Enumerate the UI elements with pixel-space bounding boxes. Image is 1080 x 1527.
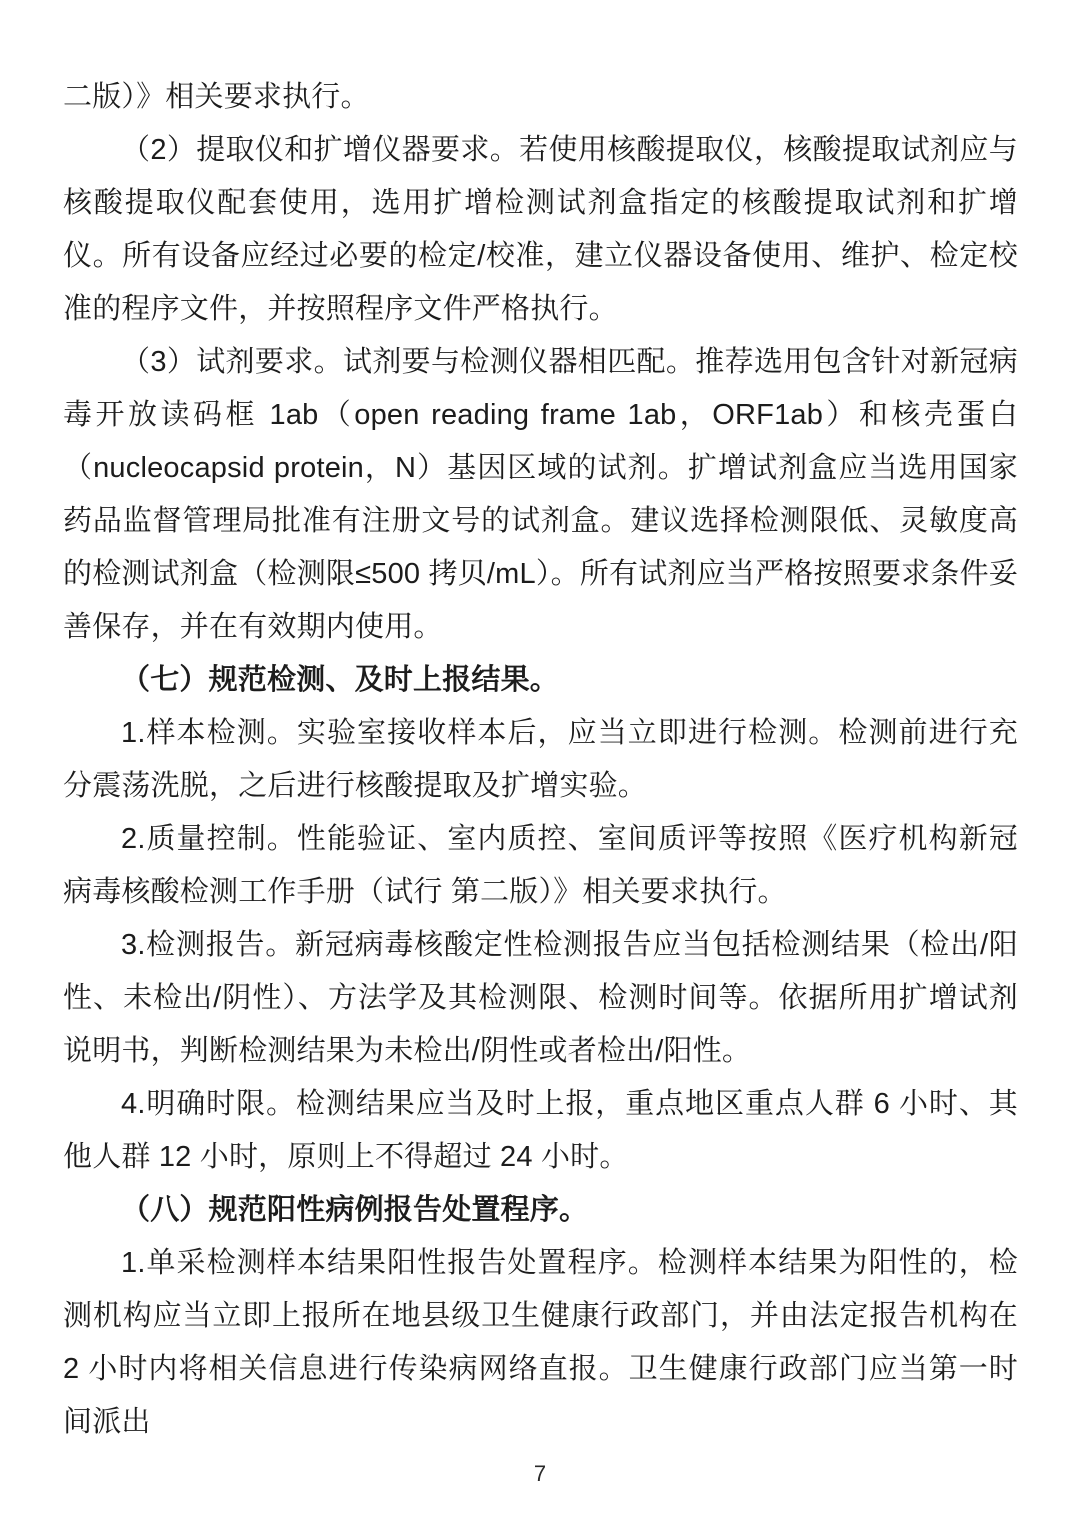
section-heading-eight: （八）规范阳性病例报告处置程序。 — [121, 1194, 589, 1226]
paragraph-time-limit: 4.明确时限。检测结果应当及时上报，重点地区重点人群 6 小时、其他人群 12 小时，原则上不得超过 24 小时。 — [63, 1088, 1018, 1173]
paragraph-equipment-requirements: （2）提取仪和扩增仪器要求。若使用核酸提取仪，核酸提取试剂应与核酸提取仪配套使用，选用扩增检测试剂盒指定的核酸提取试剂和扩增仪。所有设备应经过必要的检定/校准，建立仪器设备使用、维护、检定校准的程序文件，并按照程序文件严格执行。 — [63, 134, 1018, 325]
paragraph-sample-testing: 1.样本检测。实验室接收样本后，应当立即进行检测。检测前进行充分震荡洗脱，之后进行核酸提取及扩增实验。 — [63, 717, 1018, 802]
page-number: 7 — [533, 1461, 547, 1486]
paragraph-quality-control: 2.质量控制。性能验证、室内质控、室间质评等按照《医疗机构新冠病毒核酸检测工作手册（试行 第二版）》相关要求执行。 — [63, 823, 1018, 908]
paragraph-reagent-requirements: （3）试剂要求。试剂要与检测仪器相匹配。推荐选用包含针对新冠病毒开放读码框 1ab（open reading frame 1ab，ORF1ab）和核壳蛋白（nucleocapsid protein，N）基因区域的试剂。扩增试剂盒应当选用国家药品监督管理局批准有注册文号的试剂盒。建议选择检测限低、灵敏度高的检测试剂盒（检测限≤500 拷贝/mL）。所有试剂应当严格按照要求条件妥善保存，并在有效期内使用。 — [63, 346, 1018, 643]
paragraph-positive-report-procedure: 1.单采检测样本结果阳性报告处置程序。检测样本结果为阳性的，检测机构应当立即上报所在地县级卫生健康行政部门，并由法定报告机构在 2 小时内将相关信息进行传染病网络直报。卫生健康行政部门应当第一时间派出 — [63, 1247, 1018, 1438]
section-heading-seven: （七）规范检测、及时上报结果。 — [121, 664, 560, 696]
paragraph-test-report: 3.检测报告。新冠病毒核酸定性检测报告应当包括检测结果（检出/阳性、未检出/阴性）、方法学及其检测限、检测时间等。依据所用扩增试剂说明书，判断检测结果为未检出/阴性或者检出/阳性。 — [63, 929, 1018, 1067]
paragraph-continuation: 二版）》相关要求执行。 — [63, 81, 370, 113]
